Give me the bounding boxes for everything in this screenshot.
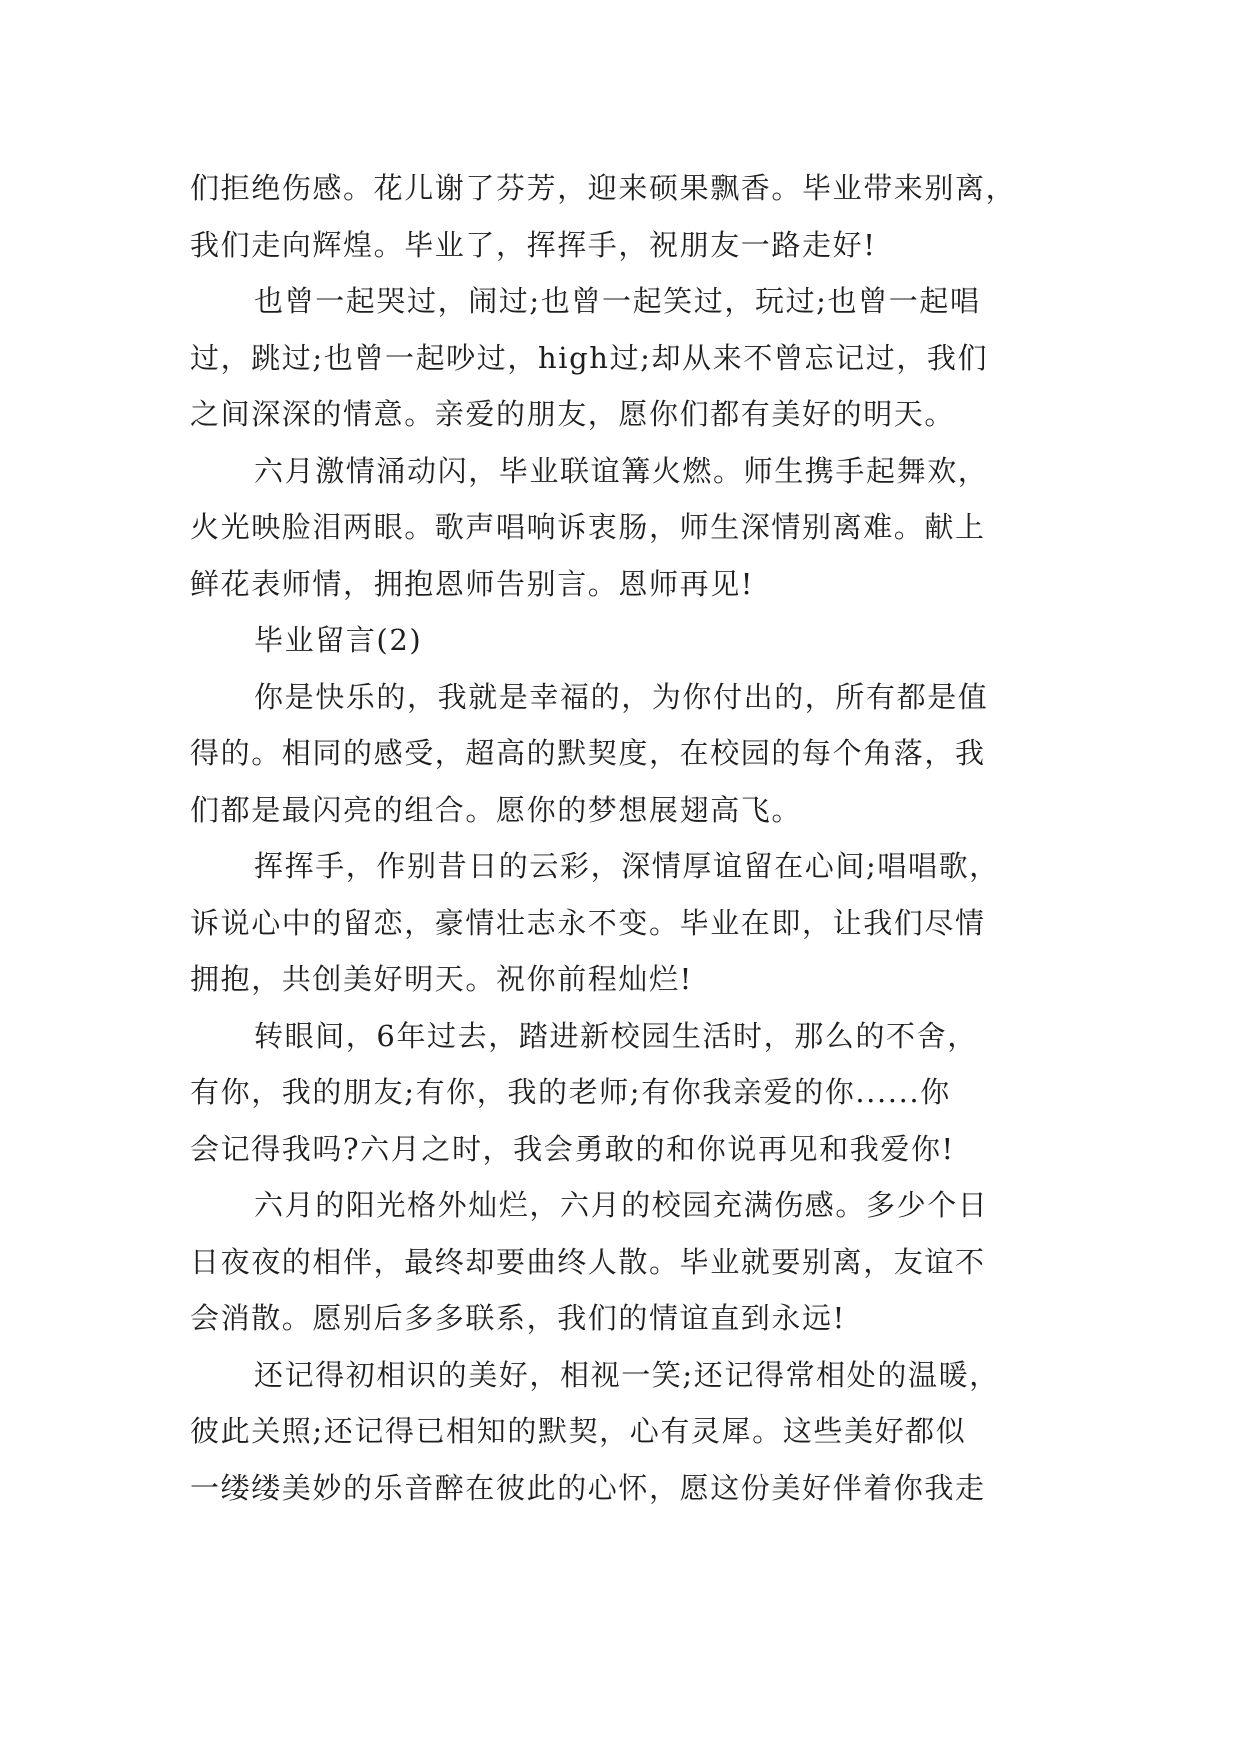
text-line: 我们走向辉煌。毕业了，挥挥手，祝朋友一路走好! [190,227,877,262]
text-line: 之间深深的情意。亲爱的朋友，愿你们都有美好的明天。 [190,397,956,431]
text-line: 鲜花表师情，拥抱恩师告别言。恩师再见! [190,566,755,601]
text-line: 们都是最闪亮的组合。愿你的梦想展翅高飞。 [190,792,803,827]
text-line: 还记得初相识的美好，相视一笑;还记得常相处的温暖， [254,1357,1000,1392]
text-line: 六月的阳光格外灿烂，六月的校园充满伤感。多少个日 [254,1188,989,1222]
text-line: 会消散。愿别后多多联系，我们的情谊直到永远! [190,1301,846,1335]
text-line: 彼此关照;还记得已相知的默契，心有灵犀。这些美好都似 [190,1414,967,1448]
document-body [190,160,1060,1516]
text-line: 转眼间，6年过去，踏进新校园生活时，那么的不舍， [254,1018,978,1053]
text-line: 挥挥手，作别昔日的云彩，深情厚谊留在心间;唱唱歌， [254,849,1000,883]
text-line: 拥抱，共创美好明天。祝你前程灿烂! [190,962,693,996]
text-line: 会记得我吗?六月之时，我会勇敢的和你说再见和我爱你! [190,1131,955,1166]
text-line: 得的。相同的感受，超高的默契度，在校园的每个角落，我 [190,736,986,770]
text-line: 六月激情涌动闪，毕业联谊篝火燃。师生携手起舞欢， [254,453,989,488]
text-line: 有你，我的朋友;有你，我的老师;有你我亲爱的你......你 [190,1075,951,1109]
text-line: 也曾一起哭过，闹过;也曾一起笑过，玩过;也曾一起唱 [254,284,981,318]
text-line: 你是快乐的，我就是幸福的，为你付出的，所有都是值 [254,679,989,714]
text-line: 过，跳过;也曾一起吵过，high过;却从来不曾忘记过，我们 [190,340,989,375]
text-line: 诉说心中的留恋，豪情壮志永不变。毕业在即，让我们尽情 [190,905,986,940]
text-line: 火光映脸泪两眼。歌声唱响诉衷肠，师生深情别离难。献上 [190,510,986,544]
text-line: 们拒绝伤感。花儿谢了芬芳，迎来硕果飘香。毕业带来别离， [190,171,1017,205]
section-heading: 毕业留言(2) [254,623,423,657]
text-line: 一缕缕美妙的乐音醉在彼此的心怀，愿这份美好伴着你我走 [190,1470,986,1505]
text-line: 日夜夜的相伴，最终却要曲终人散。毕业就要别离，友谊不 [190,1244,986,1279]
